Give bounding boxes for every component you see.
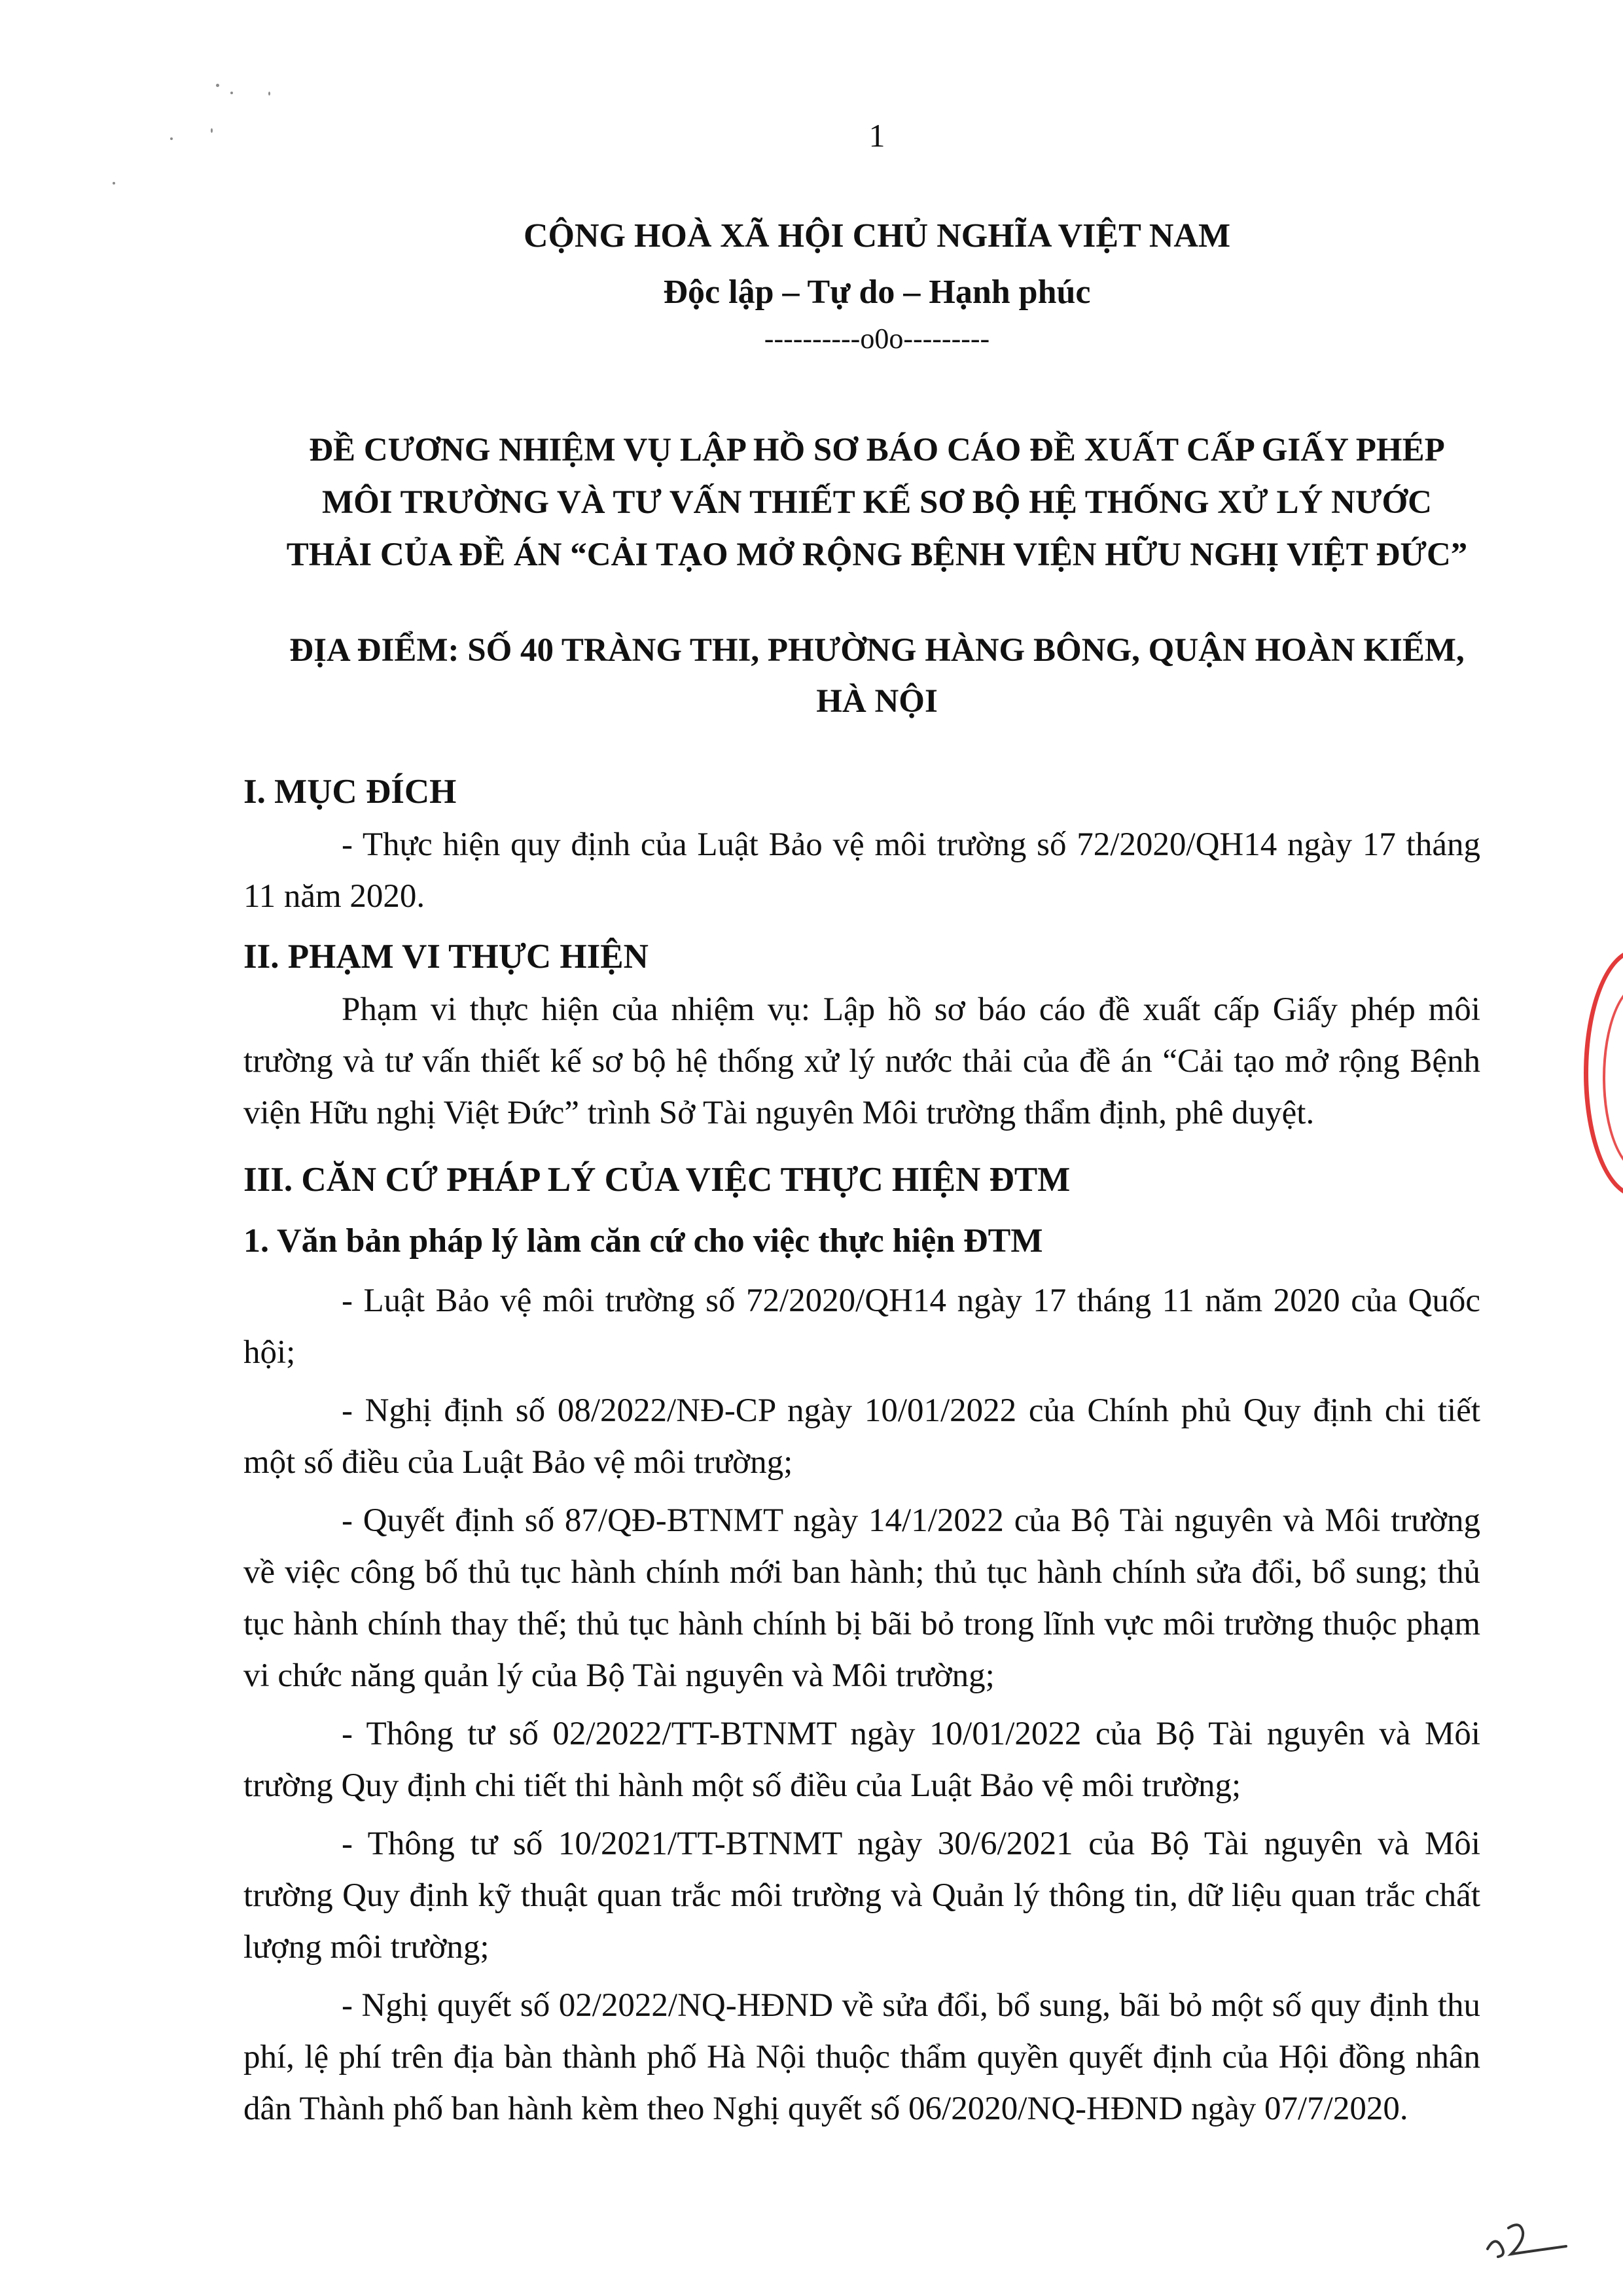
legal-item: - Nghị quyết số 02/2022/NQ-HĐND về sửa đổi, bổ sung, bãi bỏ một số quy định thu phí, lệ phí trên địa bàn thành phố Hà Nội thuộc thẩm quyền quyết định của Hội đồng nhân dân Thành phố ban hành kèm theo Nghị quyết số 06/2020/NQ-HĐND ngày 07/7/2020. bbox=[243, 1987, 1480, 2127]
purpose-paragraph: - Thực hiện quy định của Luật Bảo vệ môi trường số 72/2020/QH14 ngày 17 tháng 11 năm 2020. bbox=[243, 826, 1480, 915]
location-line-1: ĐỊA ĐIỂM: SỐ 40 TRÀNG THI, PHƯỜNG HÀNG BÔNG, QUẬN HOÀN KIẾM, bbox=[289, 632, 1465, 669]
document-title bbox=[249, 424, 1505, 581]
scan-speck bbox=[268, 92, 270, 96]
page-number: 1 bbox=[868, 117, 885, 154]
scan-speck bbox=[230, 92, 233, 94]
scan-speck bbox=[113, 182, 115, 185]
section-heading-purpose: I. MỤC ĐÍCH bbox=[243, 773, 457, 811]
national-header bbox=[0, 208, 1623, 357]
scan-speck bbox=[216, 84, 219, 87]
initials-stroke bbox=[1488, 2225, 1566, 2257]
handwritten-initials bbox=[1482, 2215, 1574, 2267]
legal-item: - Luật Bảo vệ môi trường số 72/2020/QH14 ngày 17 tháng 11 năm 2020 của Quốc hội; bbox=[243, 1282, 1480, 1371]
header-divider: ----------o0o--------- bbox=[764, 323, 990, 355]
section-heading-scope: II. PHẠM VI THỰC HIỆN bbox=[243, 938, 649, 976]
title-line-1: ĐỀ CƯƠNG NHIỆM VỤ LẬP HỒ SƠ BÁO CÁO ĐỀ XUẤT CẤP GIẤY PHÉP bbox=[309, 432, 1445, 468]
legal-item: - Thông tư số 10/2021/TT-BTNMT ngày 30/6/2021 của Bộ Tài nguyên và Môi trường Quy định kỹ thuật quan trắc môi trường và Quản lý thông tin, dữ liệu quan trắc chất lượng môi trường; bbox=[243, 1826, 1480, 1966]
legal-item: - Thông tư số 02/2022/TT-BTNMT ngày 10/01/2022 của Bộ Tài nguyên và Môi trường Quy định chi tiết thi hành một số điều của Luật Bảo vệ môi trường; bbox=[243, 1716, 1480, 1804]
subsection-heading-legal-documents: 1. Văn bản pháp lý làm căn cứ cho việc thực hiện ĐTM bbox=[243, 1222, 1043, 1260]
legal-item: - Quyết định số 87/QĐ-BTNMT ngày 14/1/2022 của Bộ Tài nguyên và Môi trường về việc công bố thủ tục hành chính mới ban hành; thủ tục hành chính sửa đổi, bổ sung; thủ tục hành chính thay thế; thủ tục hành chính bị bãi bỏ trong lĩnh vực môi trường thuộc phạm vi chức năng quản lý của Bộ Tài nguyên và Môi trường; bbox=[243, 1502, 1480, 1694]
location-line-2: HÀ NỘI bbox=[816, 683, 938, 720]
red-seal-stamp bbox=[1584, 949, 1623, 1197]
section-heading-legal-basis: III. CĂN CỨ PHÁP LÝ CỦA VIỆC THỰC HIỆN ĐTM bbox=[243, 1161, 1071, 1199]
nation-motto: Độc lập – Tự do – Hạnh phúc bbox=[663, 274, 1091, 311]
location bbox=[249, 625, 1505, 727]
red-seal-inner-ring bbox=[1603, 983, 1623, 1173]
title-line-3: THẢI CỦA ĐỀ ÁN “CẢI TẠO MỞ RỘNG BỆNH VIỆN HỮU NGHỊ VIỆT ĐỨC” bbox=[286, 537, 1468, 573]
scope-paragraph: Phạm vi thực hiện của nhiệm vụ: Lập hồ sơ báo cáo đề xuất cấp Giấy phép môi trường và tư vấn thiết kế sơ bộ hệ thống xử lý nước thải của đề án “Cải tạo mở rộng Bệnh viện Hữu nghị Việt Đức” trình Sở Tài nguyên Môi trường thẩm định, phê duyệt. bbox=[243, 991, 1480, 1131]
legal-item: - Nghị định số 08/2022/NĐ-CP ngày 10/01/2022 của Chính phủ Quy định chi tiết một số điều của Luật Bảo vệ môi trường; bbox=[243, 1392, 1480, 1481]
document-body bbox=[243, 764, 1480, 2135]
title-line-2: MÔI TRƯỜNG VÀ TƯ VẤN THIẾT KẾ SƠ BỘ HỆ THỐNG XỬ LÝ NƯỚC bbox=[321, 484, 1433, 521]
nation-title: CỘNG HOÀ XÃ HỘI CHỦ NGHĨA VIỆT NAM bbox=[523, 217, 1231, 255]
